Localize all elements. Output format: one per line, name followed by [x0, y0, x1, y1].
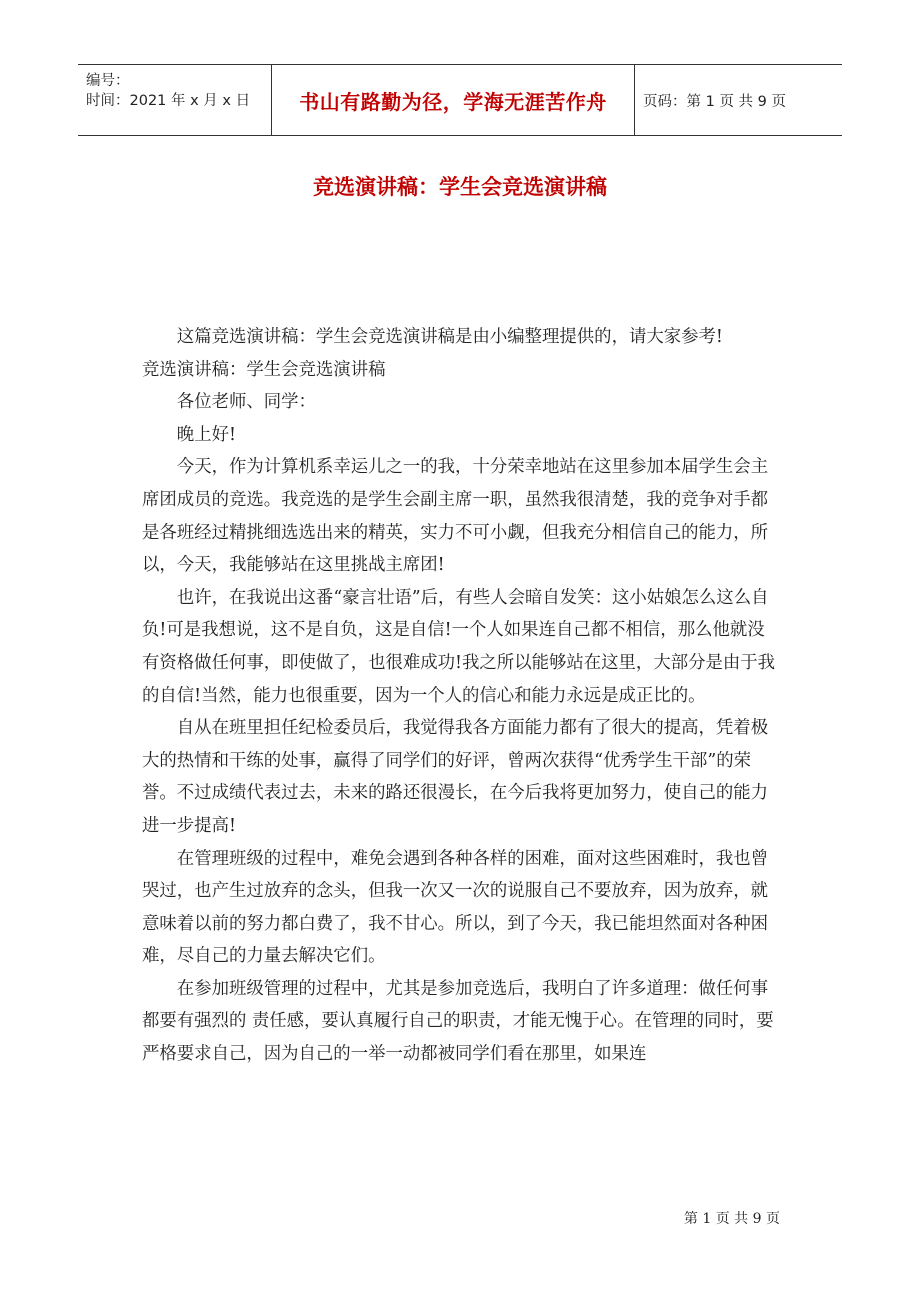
document-title: 竞选演讲稿：学生会竞选演讲稿	[313, 175, 607, 199]
paragraph-heading: 竞选演讲稿：学生会竞选演讲稿	[142, 359, 386, 380]
header-meta-cell	[78, 65, 272, 135]
number-label: 编号：	[86, 73, 130, 89]
header-motto: 书山有路勤为径，学海无涯苦作舟	[272, 65, 635, 135]
time-label: 时间：2021 年 x 月 x 日	[86, 93, 251, 109]
paragraph-intro: 这篇竞选演讲稿：学生会竞选演讲稿是由小编整理提供的，请大家参考!	[176, 327, 723, 347]
paragraph-body: 今天，作为计算机系幸运儿之一的我，十分荣幸地站在这里参加本届学生会主席团成员的竞选。我竞选的是学生会副主席一职，虽然我很清楚，我的竞争对手都是各班经过精挑细选选出来的精英，实力不可小觑，但我充分相信自己的能力，所以，今天，我能够站在这里挑战主席团!	[142, 457, 769, 576]
document-body	[142, 321, 782, 1071]
paragraph-greeting: 晚上好!	[176, 424, 236, 445]
paragraph-body: 也许，在我说出这番“豪言壮语”后，有些人会暗自发笑：这小姑娘怎么这么自负!可是我想说，这不是自负，这是自信!一个人如果连自己都不相信，那么他就没有资格做任何事，即使做了，也很难成功!我之所以能够站在这里，大部分是由于我的自信!当然，能力也很重要，因为一个人的信心和能力永远是成正比的。	[142, 587, 776, 706]
paragraph-body: 在管理班级的过程中，难免会遇到各种各样的困难，面对这些困难时，我也曾哭过，也产生过放弃的念头，但我一次又一次的说服自己不要放弃，因为放弃，就意味着以前的努力都白费了，我不甘心。所以，到了今天，我已能坦然面对各种困难，尽自己的力量去解决它们。	[142, 848, 769, 967]
page-footer: 第 1 页 共 9 页	[683, 1211, 780, 1227]
paragraph-body: 在参加班级管理的过程中，尤其是参加竞选后，我明白了许多道理：做任何事都要有强烈的 责任感，要认真履行自己的职责，才能无愧于心。在管理的同时，要严格要求自己，因为自己的一举一动都被同学们看在那里，如果连	[142, 978, 774, 1065]
header-table	[78, 64, 842, 136]
header-page-info: 页码：第 1 页 共 9 页	[643, 93, 786, 110]
paragraph-body: 自从在班里担任纪检委员后，我觉得我各方面能力都有了很大的提高，凭着极大的热情和干练的处事，赢得了同学们的好评，曾两次获得“优秀学生干部”的荣誉。不过成绩代表过去，未来的路还很漫长，在今后我将更加努力，使自己的能力进一步提高!	[142, 718, 769, 836]
paragraph-greeting-audience: 各位老师、同学：	[176, 392, 316, 413]
